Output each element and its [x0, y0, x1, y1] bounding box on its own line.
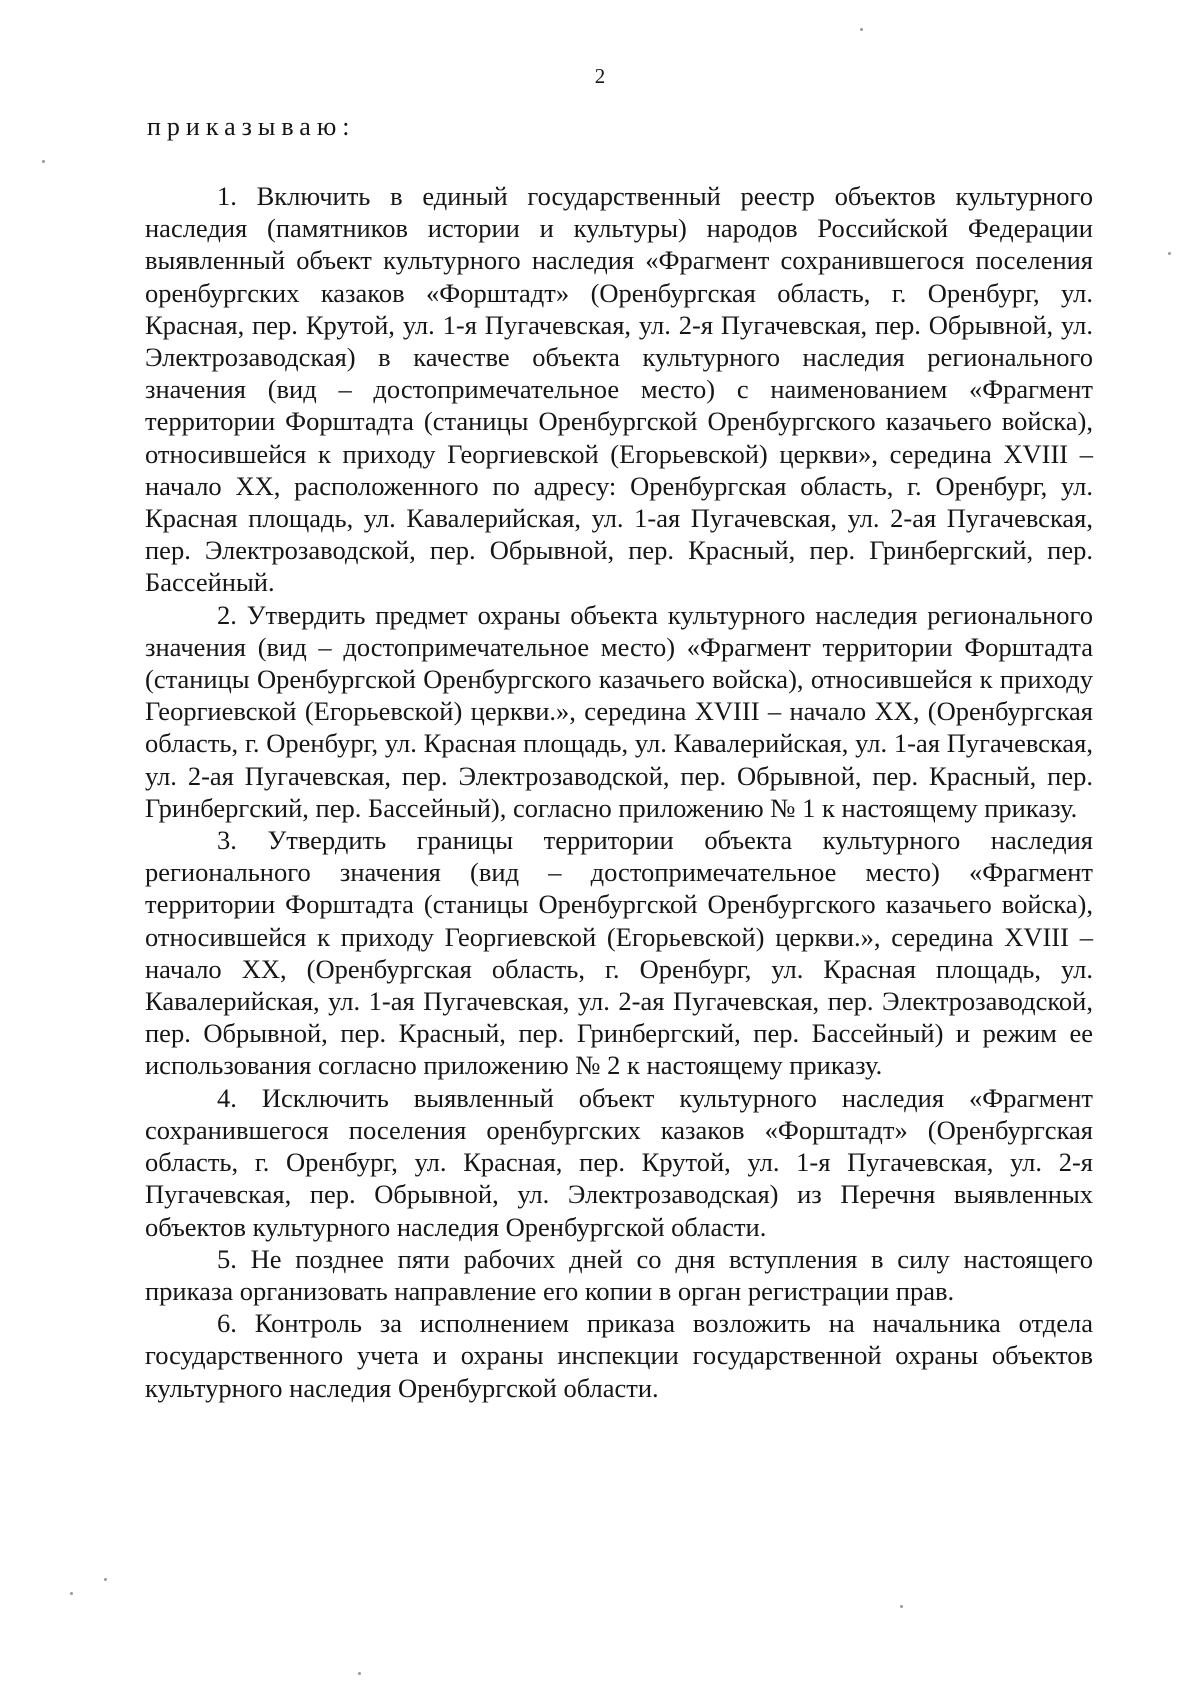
order-item-4: 4. Исключить выявленный объект культурного наследия «Фрагмент сохранившегося поселения оренбургских казаков «Форштадт» (Оренбургская область, г. Оренбург, ул. Красная, пер. Крутой, ул. 1-я Пугачевская, ул. 2-я Пугачевская, пер. Обрывной, ул. Электрозаводская) из Перечня выявленных объектов культурного наследия Оренбургской области. — [145, 1082, 1093, 1242]
scan-speck — [104, 1578, 107, 1581]
order-item-3: 3. Утвердить границы территории объекта культурного наследия регионального значения (вид – достопримечательное место) «Фрагмент территории Форштадта (станицы Оренбургской Оренбургского казачьего войска), относившейся к приходу Георгиевской (Егорьевской) церкви.», середина XVIII – начало XX, (Оренбургская область, г. Оренбург, ул. Красная площадь, ул. Кавалерийская, ул. 1-ая Пугачевская, ул. 2-ая Пугачевская, пер. Электрозаводской, пер. Обрывной, пер. Красный, пер. Гринбергский, пер. Бассейный) и режим ее использования согласно приложению № 2 к настоящему приказу. — [145, 825, 1093, 1081]
page-number: 2 — [594, 64, 606, 88]
scan-speck — [358, 1672, 361, 1675]
scan-speck — [42, 160, 45, 163]
order-intro: приказываю: — [147, 112, 356, 141]
scan-speck — [860, 28, 863, 31]
order-item-5: 5. Не позднее пяти рабочих дней со дня вступления в силу настоящего приказа организовать направление его копии в орган регистрации прав. — [145, 1243, 1093, 1306]
scan-speck — [900, 1605, 903, 1608]
order-item-6: 6. Контроль за исполнением приказа возложить на начальника отдела государственного учета и охраны инспекции государственной охраны объектов культурного наследия Оренбургской области. — [145, 1308, 1093, 1403]
scan-speck — [1168, 252, 1171, 255]
scan-speck — [70, 1592, 73, 1595]
order-body — [145, 180, 1093, 1404]
order-item-1: 1. Включить в единый государственный реестр объектов культурного наследия (памятников истории и культуры) народов Российской Федерации выявленный объект культурного наследия «Фрагмент сохранившегося поселения оренбургских казаков «Форштадт» (Оренбургская область, г. Оренбург, ул. Красная, пер. Крутой, ул. 1-я Пугачевская, ул. 2-я Пугачевская, пер. Обрывной, ул. Электрозаводская) в качестве объекта культурного наследия регионального значения (вид – достопримечательное место) с наименованием «Фрагмент территории Форштадта (станицы Оренбургской Оренбургского казачьего войска), относившейся к приходу Георгиевской (Егорьевской) церкви», середина XVIII – начало XX, расположенного по адресу: Оренбургская область, г. Оренбург, ул. Красная площадь, ул. Кавалерийская, ул. 1-ая Пугачевская, ул. 2-ая Пугачевская, пер. Электрозаводской, пер. Обрывной, пер. Красный, пер. Гринбергский, пер. Бассейный. — [145, 181, 1093, 598]
order-item-2: 2. Утвердить предмет охраны объекта культурного наследия регионального значения (вид – достопримечательное место) «Фрагмент территории Форштадта (станицы Оренбургской Оренбургского казачьего войска), относившейся к приходу Георгиевской (Егорьевской) церкви.», середина XVIII – начало XX, (Оренбургская область, г. Оренбург, ул. Красная площадь, ул. Кавалерийская, ул. 1-ая Пугачевская, ул. 2-ая Пугачевская, пер. Электрозаводской, пер. Обрывной, пер. Красный, пер. Гринбергский, пер. Бассейный), согласно приложению № 1 к настоящему приказу. — [145, 599, 1093, 823]
